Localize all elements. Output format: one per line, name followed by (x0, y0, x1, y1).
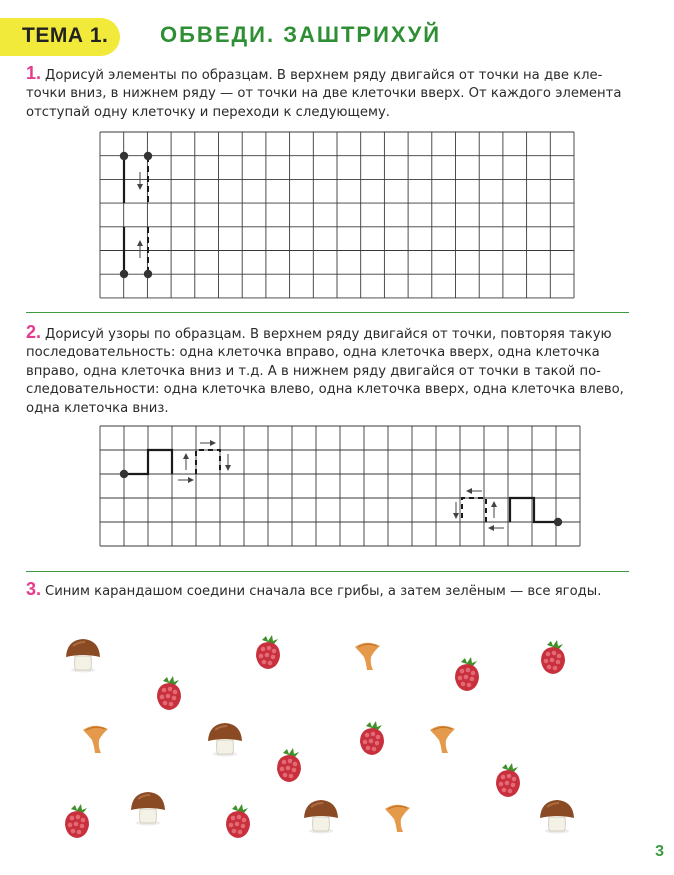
task-2-line-4: следовательности: одна клеточка влево, одна клеточка вверх, одна клеточка влево, (26, 382, 624, 398)
raspberry-icon (277, 748, 301, 782)
mushroom-icon (208, 723, 242, 757)
raspberry-icon (226, 804, 250, 838)
task-3-number: 3. (26, 579, 42, 599)
raspberry-icon (455, 657, 479, 691)
chanterelle-mushroom-icon (385, 805, 410, 832)
task-1-line-3: отступай одну клеточку и переходи к следующему. (26, 104, 390, 120)
task-2-number: 2. (26, 322, 42, 342)
raspberry-icon (541, 640, 565, 674)
task-2-line-3: вправо, одна клеточка вниз и т.д. А в нижнем ряду двигайся от точки в такой по- (26, 363, 601, 379)
task-2-line-5: одна клеточка вниз. (26, 400, 169, 416)
raspberry-icon (360, 721, 384, 755)
page-number: 3 (655, 843, 664, 860)
task-1-line-2: точки вниз, в нижнем ряду — от точки на две клеточки вверх. От каждого элемента (26, 86, 622, 102)
header-title: ОБВЕДИ. ЗАШТРИХУЙ (160, 22, 442, 47)
task-3-line-1: Синим карандашом соедини сначала все грибы, а затем зелёным — все ягоды. (45, 584, 602, 599)
task-1-number: 1. (26, 63, 42, 83)
raspberry-icon (256, 635, 280, 669)
raspberry-icon (496, 763, 520, 797)
task-2-line-1: Дорисуй узоры по образцам. В верхнем ряду двигайся от точки, повторяя такую (45, 327, 612, 342)
chanterelle-mushroom-icon (430, 726, 455, 753)
mushroom-icon (304, 800, 338, 834)
chanterelle-mushroom-icon (355, 643, 380, 670)
task-1-line-1: Дорисуй элементы по образцам. В верхнем ряду двигайся от точки на две кле- (45, 68, 603, 83)
raspberry-icon (157, 676, 181, 710)
raspberry-icon (65, 804, 89, 838)
mushroom-icon (540, 800, 574, 834)
mushroom-icon (66, 639, 100, 673)
header-theme-label: ТЕМА 1. (22, 24, 109, 47)
task-2-line-2: последовательность: одна клеточка вправо, одна клеточка вверх, одна клеточка (26, 345, 600, 361)
chanterelle-mushroom-icon (83, 726, 108, 753)
mushroom-icon (131, 792, 165, 826)
